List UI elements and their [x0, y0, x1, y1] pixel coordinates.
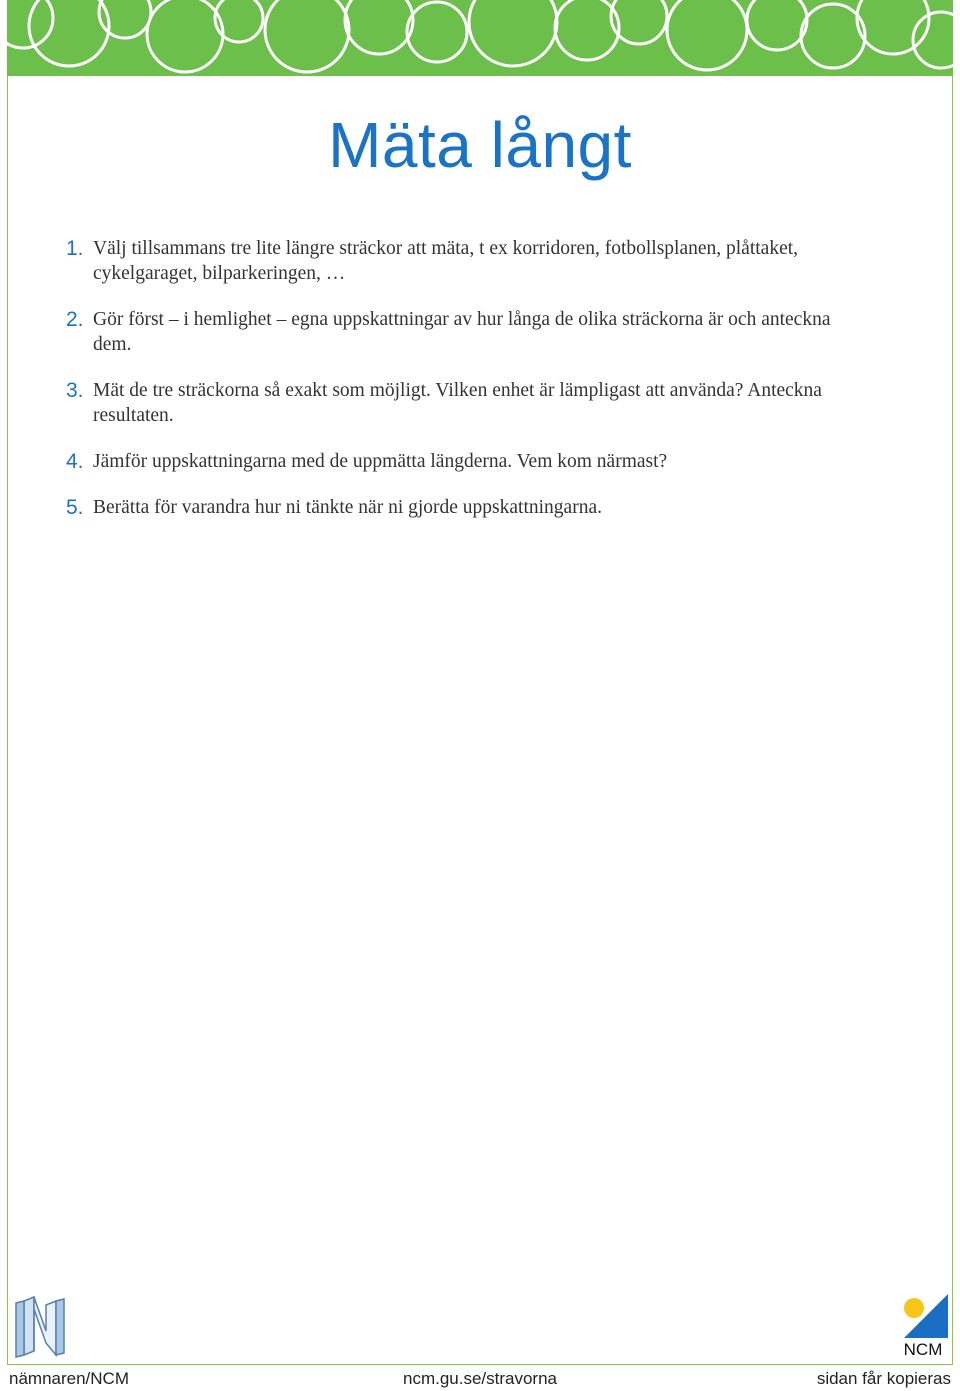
footer-left-text: nämnaren/NCM [9, 1369, 129, 1388]
list-item [66, 378, 866, 428]
footer-center-link: ncm.gu.se/stravorna [402, 1369, 557, 1388]
ncm-logo-icon [896, 1290, 952, 1345]
list-item [66, 307, 866, 357]
task-text: Välj tillsammans tre lite längre sträckor att mäta, t ex korridoren, fotbollsplanen, plåttaket, cykelgaraget, bilparkeringen, … [93, 238, 799, 284]
task-number: 1. [66, 237, 84, 260]
page-footer [0, 1367, 960, 1391]
task-list [66, 236, 866, 541]
list-item [66, 495, 866, 520]
footer-right-text: sidan får kopieras [816, 1369, 951, 1388]
list-item [66, 236, 866, 286]
list-item [66, 449, 866, 474]
task-number: 2. [66, 308, 84, 331]
task-text: Gör först – i hemlighet – egna uppskattningar av hur långa de olika sträckorna är och anteckna dem. [93, 309, 831, 355]
task-text: Jämför uppskattningarna med de uppmätta längderna. Vem kom närmast? [93, 451, 668, 472]
page-frame [7, 0, 953, 1365]
page-title: Mäta långt [328, 109, 632, 181]
decorative-banner [7, 0, 953, 76]
task-number: 4. [66, 450, 84, 473]
task-number: 5. [66, 496, 84, 519]
task-number: 3. [66, 379, 84, 402]
ncm-logo-text: NCM [903, 1340, 943, 1359]
task-text: Mät de tre sträckorna så exakt som möjligt. Vilken enhet är lämpligast att använda? Anteckna resultaten. [93, 380, 822, 426]
circles-pattern-icon [7, 0, 953, 76]
namnaren-n-logo-icon [14, 1295, 66, 1364]
task-text: Berätta för varandra hur ni tänkte när ni gjorde uppskattningarna. [93, 497, 602, 518]
